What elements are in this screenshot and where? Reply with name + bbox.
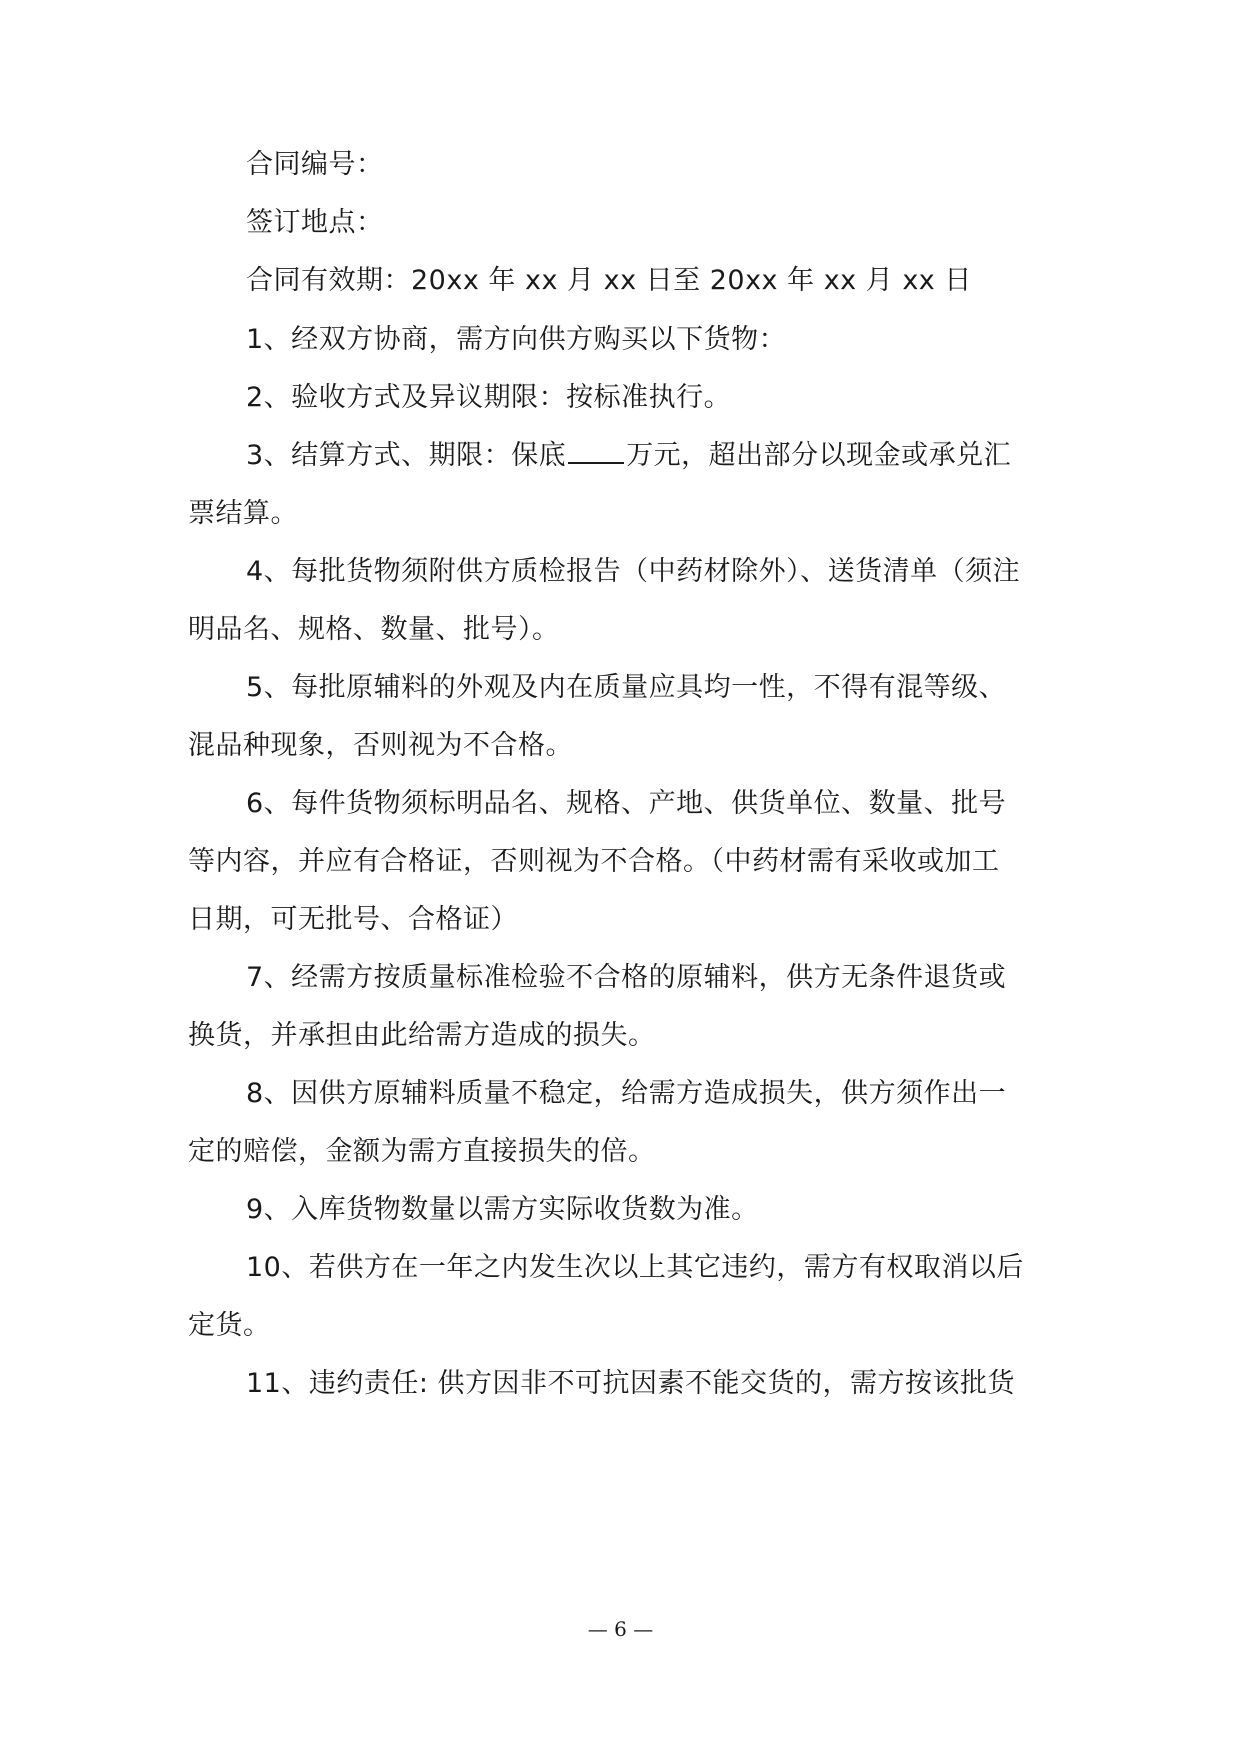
- clause-10-line-2: 定货。: [188, 1310, 271, 1341]
- clause-10-line-1: 10、若供方在一年之内发生次以上其它违约，需方有权取消以后: [246, 1252, 1024, 1283]
- clause-7-line-1: 7、经需方按质量标准检验不合格的原辅料，供方无条件退货或: [246, 962, 1007, 993]
- clause-3-line-2: 票结算。: [188, 498, 298, 529]
- clause-7-line-2: 换货，并承担由此给需方造成的损失。: [188, 1020, 656, 1051]
- amount-blank: [568, 436, 624, 464]
- clause-6-line-1: 6、每件货物须标明品名、规格、产地、供货单位、数量、批号: [246, 788, 1007, 819]
- clause-4-line-2: 明品名、规格、数量、批号）。: [188, 614, 560, 645]
- clause-6-line-2: 等内容，并应有合格证，否则视为不合格。（中药材需有采收或加工: [188, 846, 1000, 877]
- contract-number-label: 合同编号：: [246, 149, 384, 180]
- clause-11-line-1: 11、违约责任: 供方因非不可抗因素不能交货的，需方按该批货: [246, 1368, 1016, 1399]
- contract-validity: 合同有效期：20xx 年 xx 月 xx 日至 20xx 年 xx 月 xx 日: [246, 265, 972, 296]
- page-number: — 6 —: [587, 1617, 654, 1641]
- clause-5-line-1: 5、每批原辅料的外观及内在质量应具均一性，不得有混等级、: [246, 672, 1007, 703]
- clause-5-line-2: 混品种现象，否则视为不合格。: [188, 730, 573, 761]
- clause-3-text-after-blank: 万元，超出部分以现金或承兑汇: [626, 440, 1012, 471]
- clause-3-text-before-blank: 3、结算方式、期限：保底: [246, 440, 567, 471]
- clause-4-line-1: 4、每批货物须附供方质检报告（中药材除外）、送货清单（须注: [246, 556, 1021, 587]
- clause-1: 1、经双方协商，需方向供方购买以下货物：: [246, 324, 787, 355]
- clause-9: 9、入库货物数量以需方实际收货数为准。: [246, 1194, 759, 1225]
- clause-8-line-2: 定的赔偿，金额为需方直接损失的倍。: [188, 1136, 656, 1167]
- signing-place-label: 签订地点：: [246, 207, 384, 238]
- clause-2: 2、验收方式及异议期限：按标准执行。: [246, 382, 732, 413]
- clause-8-line-1: 8、因供方原辅料质量不稳定，给需方造成损失，供方须作出一: [246, 1078, 1007, 1109]
- clause-6-line-3: 日期，可无批号、合格证）: [188, 904, 518, 935]
- clause-3-line-1: [246, 436, 1058, 476]
